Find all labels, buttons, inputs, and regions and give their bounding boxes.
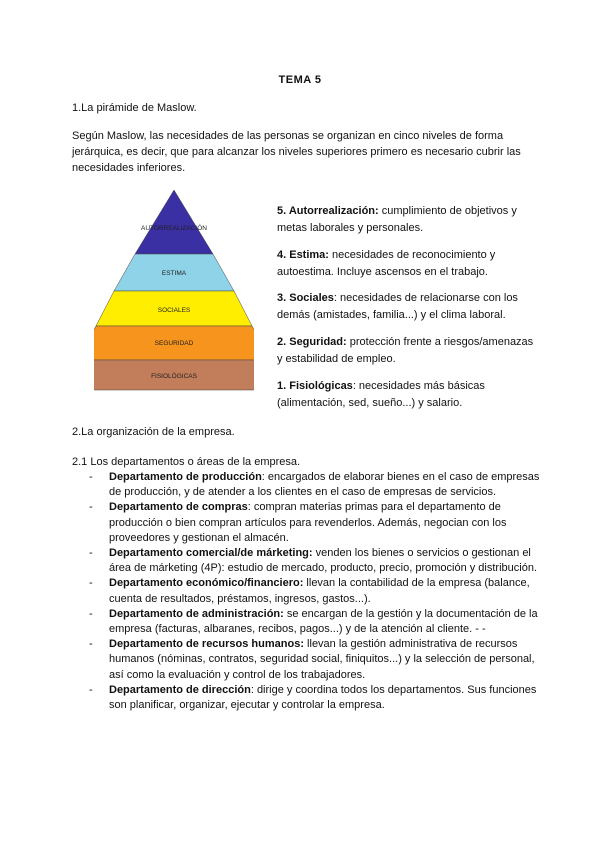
intro-paragraph: Según Maslow, las necesidades de las personas se organizan en cinco niveles de forma jerárquica, es decir, que para alcanzar los niveles superiores primero es necesario cubrir las necesidades inferiores. [72, 130, 521, 174]
bullet: - [89, 471, 93, 483]
definition-text: cumplimiento de objetivos y metas laborales y personales. [277, 205, 517, 234]
section-heading-maslow: 1.La pirámide de Maslow. [72, 102, 197, 114]
bullet: - [89, 547, 93, 560]
department-text: venden los bienes o servicios o gestionan el área de márketing (4P): estudio de mercado, producto, precio, promoción y distribución. [109, 547, 537, 575]
list-item [72, 500, 542, 546]
definition-term: 2. Seguridad: [277, 336, 347, 348]
section-heading-organizacion: 2.La organización de la empresa. [72, 426, 235, 438]
list-item [72, 683, 542, 713]
list-item [72, 607, 542, 637]
bullet: - [89, 607, 93, 620]
subsection-heading-departamentos: 2.1 Los departamentos o áreas de la empresa. [72, 456, 301, 468]
bullet: - [89, 683, 93, 696]
definition-autorrealizacion [277, 203, 537, 236]
definition-term: 5. Autorrealización: [277, 205, 379, 217]
bullet: - [89, 501, 93, 514]
definition-text: necesidades de reconocimiento y autoestima. Incluye ascensos en el trabajo. [277, 249, 496, 278]
department-name: Departamento de recursos humanos: [109, 638, 304, 651]
department-name: Departamento de administración: [109, 607, 284, 620]
department-text: : encargados de elaborar bienes en el caso de empresas de producción, y de atender a los clientes en el caso de empresas de servicios. [109, 471, 540, 499]
department-text: se encargan de la gestión y la documentación de la empresa (facturas, albaranes, recibos, pagos...) y de la atención al cliente. - - [109, 607, 538, 636]
department-text: : dirige y coordina todos los departamentos. Sus funciones son planificar, organizar, ejecutar y controlar la empresa. [109, 683, 537, 712]
bullet: - [89, 577, 93, 590]
departments-list [72, 470, 542, 713]
pyramid-level-autorrealizacion [135, 190, 213, 254]
department-name: Departamento de compras [109, 501, 248, 514]
pyramid-label-sociales: SOCIALES [157, 307, 191, 314]
definition-estima [277, 247, 537, 280]
department-name: Departamento comercial/de márketing: [109, 547, 313, 560]
list-item [72, 637, 542, 683]
department-name: Departamento económico/financiero: [109, 577, 304, 590]
bullet: - [89, 638, 93, 651]
list-item [72, 546, 542, 576]
pyramid-label-estima: ESTIMA [161, 270, 187, 277]
definition-seguridad [277, 334, 537, 367]
department-name: Departamento de producción [109, 471, 262, 483]
definition-text: : necesidades de relacionarse con los demás (amistades, familia...) y el clima laboral. [277, 292, 518, 321]
definition-term: 4. Estima: [277, 249, 329, 261]
pyramid-label-seguridad: SEGURIDAD [154, 340, 194, 347]
pyramid-label-fisiologicas: FISIOLÓGICAS [151, 373, 197, 380]
definition-sociales [277, 290, 537, 323]
department-text: llevan la gestión administrativa de recursos humanos (nóminas, contratos, seguridad social, finiquitos...) y la selección de personal, así como la evaluación y control de los trabajadores. [109, 638, 535, 681]
pyramid-label-autorrealizacion: AUTORREALIZACIÓN [141, 225, 207, 232]
department-name: Departamento de dirección [109, 683, 251, 696]
definition-term: 1. Fisiológicas [277, 380, 353, 392]
definition-term: 3. Sociales [277, 292, 334, 304]
department-text: : compran materias primas para el departamento de producción o bien compran artículos para revenderlos. Además, negocian con los proveedores y gestionan el almacén. [109, 501, 507, 544]
list-item [72, 576, 542, 606]
definition-text: : necesidades más básicas (alimentación, sed, sueño...) y salario. [277, 380, 485, 409]
list-item [72, 470, 542, 500]
maslow-pyramid [94, 190, 254, 410]
definition-text: protección frente a riesgos/amenazas y estabilidad de empleo. [277, 336, 534, 365]
page-title: TEMA 5 [278, 74, 322, 86]
definition-fisiologicas [277, 378, 537, 411]
department-text: llevan la contabilidad de la empresa (balance, cuenta de resultados, préstamos, ingresos, gastos...). [109, 577, 530, 605]
